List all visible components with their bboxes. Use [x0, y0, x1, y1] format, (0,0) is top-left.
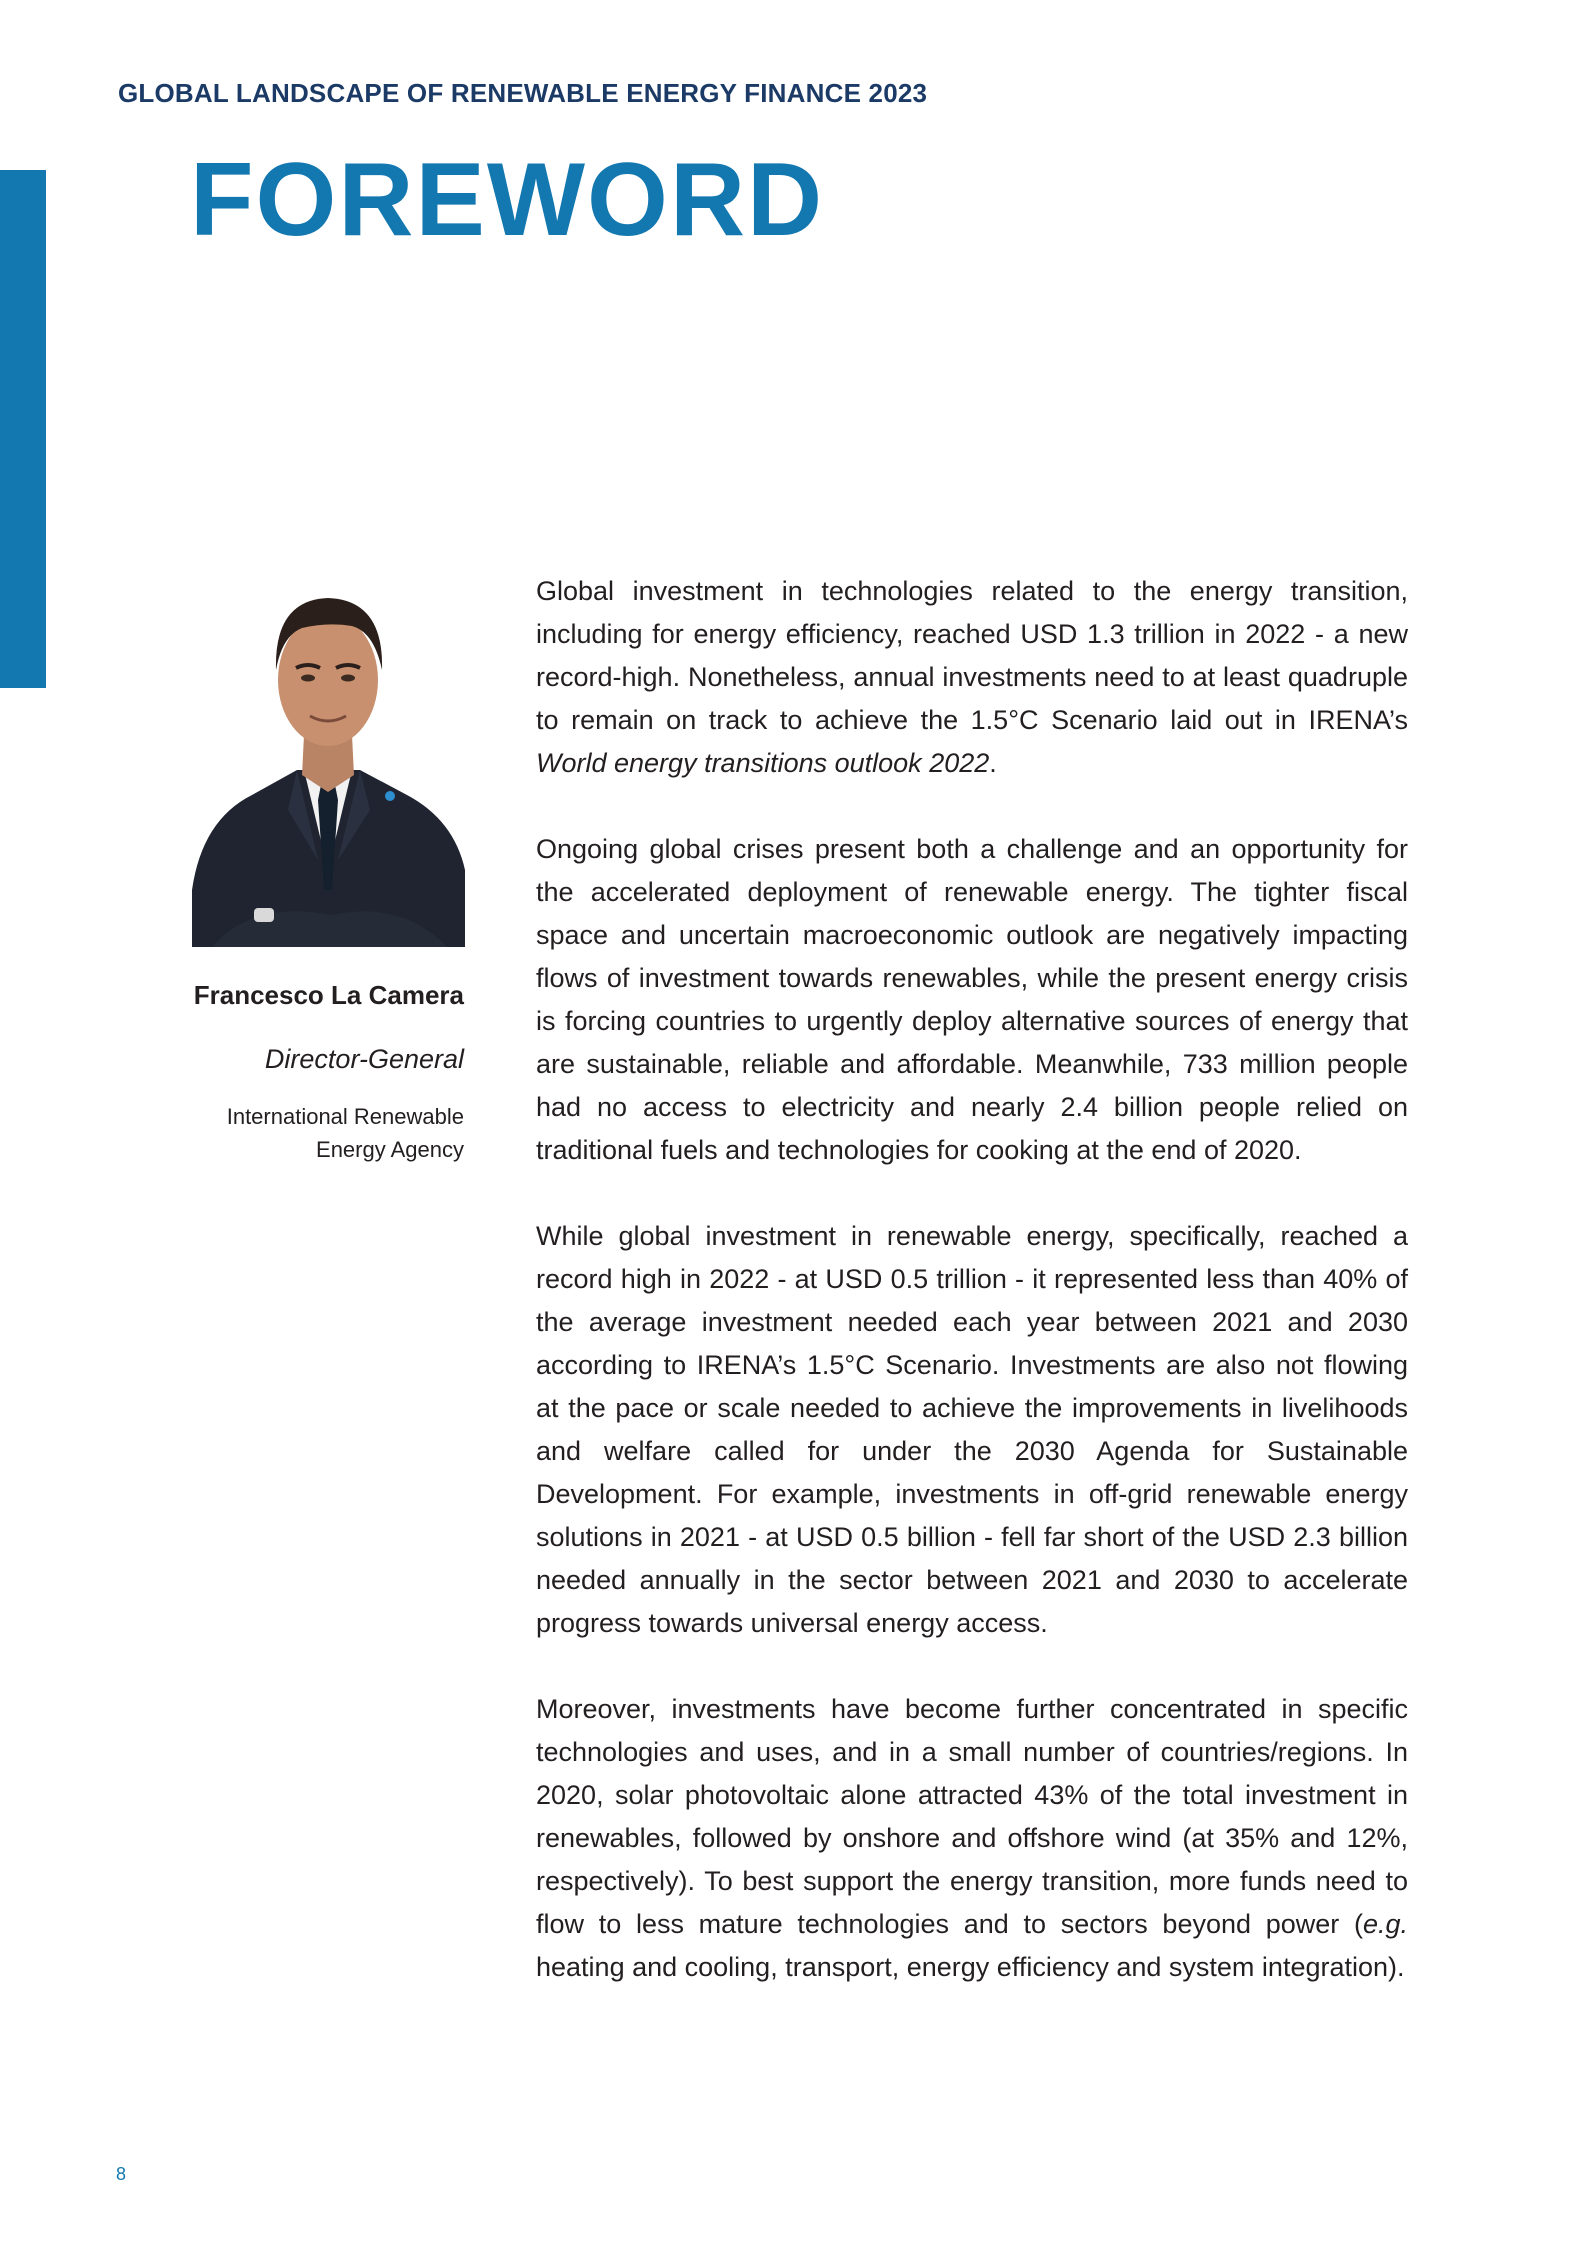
- paragraph-2: Ongoing global crises present both a challenge and an opportunity for the accelerated deployment of renewable energy. The tighter fiscal space and uncertain macroeconomic outlook are negatively impacting flows of investment towards renewables, while the present energy crisis is forcing countries to urgently deploy alternative sources of energy that are sustainable, reliable and affordable. Meanwhile, 733 million people had no access to electricity and nearly 2.4 billion people relied on traditional fuels and technologies for cooking at the end of 2020.: [536, 834, 1408, 1165]
- page-number: 8: [116, 2164, 127, 2184]
- foreword-body: [536, 570, 1408, 2032]
- author-role: Director-General: [264, 1044, 464, 1074]
- author-organization: International Renewable Energy Agency: [226, 1104, 464, 1162]
- author-portrait: [192, 570, 465, 947]
- page-title: FOREWORD: [190, 142, 825, 258]
- accent-side-bar: [0, 170, 46, 688]
- report-reference: World energy transitions outlook 2022: [536, 748, 990, 778]
- paragraph-3: While global investment in renewable energy, specifically, reached a record high in 2022 - at USD 0.5 trillion - it represented less than 40% of the average investment needed each year between 2021 and 2030 according to IRENA’s 1.5°C Scenario. Investments are also not flowing at the pace or scale needed to achieve the improvements in livelihoods and welfare called for under the 2030 Agenda for Sustainable Development. For example, investments in off-grid renewable energy solutions in 2021 - at USD 0.5 billion - fell far short of the USD 2.3 billion needed annually in the sector between 2021 and 2030 to accelerate progress towards universal energy access.: [536, 1221, 1408, 1638]
- paragraph-1: Global investment in technologies related to the energy transition, including for energy efficiency, reached USD 1.3 trillion in 2022 - a new record-high. Nonetheless, annual investments need to at least quadruple to remain on track to achieve the 1.5°C Scenario laid out in IRENA’s World energy transitions outlook 2022.: [536, 576, 1408, 778]
- report-header-title: GLOBAL LANDSCAPE OF RENEWABLE ENERGY FINANCE 2023: [118, 78, 928, 108]
- author-name: Francesco La Camera: [193, 980, 464, 1010]
- paragraph-4: Moreover, investments have become further concentrated in specific technologies and uses, and in a small number of countries/regions. In 2020, solar photovoltaic alone attracted 43% of the total investment in renewables, followed by onshore and offshore wind (at 35% and 12%, respectively). To best support the energy transition, more funds need to flow to less mature technologies and to sectors beyond power (e.g. heating and cooling, transport, energy efficiency and system integration).: [536, 1694, 1408, 1982]
